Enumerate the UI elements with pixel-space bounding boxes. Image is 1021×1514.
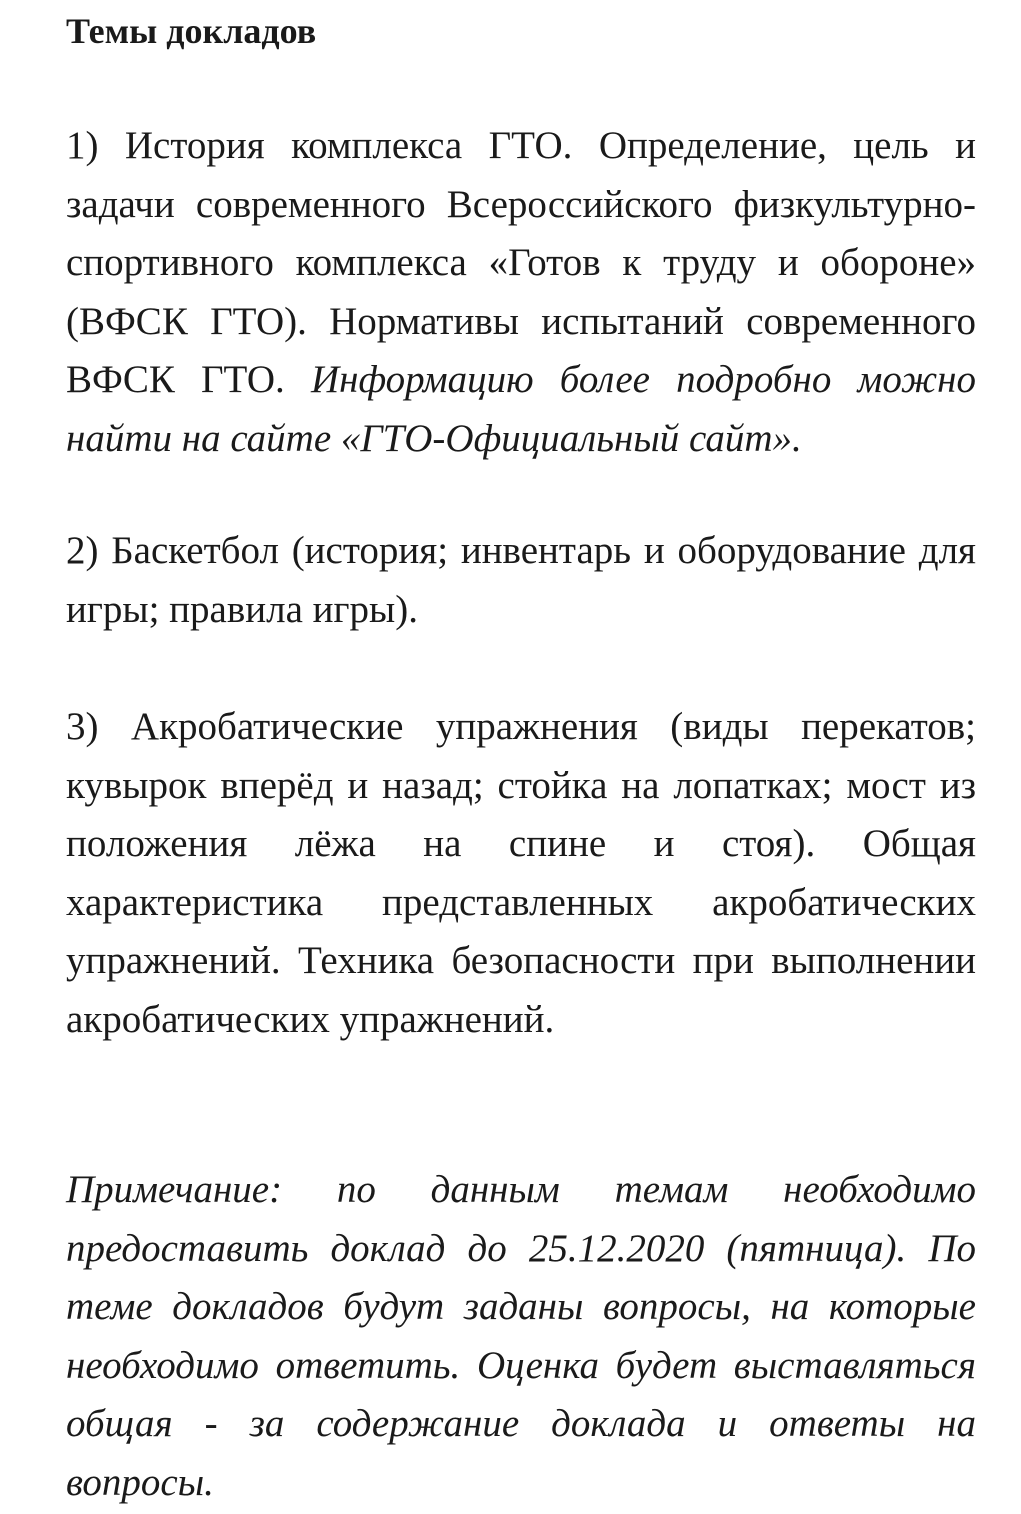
topic-2: 2) Баскетбол (история; инвентарь и оборудование для игры; правила игры). <box>66 529 976 631</box>
note-paragraph: Примечание: по данным темам необходимо предоставить доклад до 25.12.2020 (пятница). По теме докладов будут заданы вопросы, на которые необходимо ответить. Оценка будет выставляться общая - за содержание доклада и ответы на вопросы. <box>66 1168 976 1504</box>
topic-1 <box>66 117 976 468</box>
topic-1-text: 1) История комплекса ГТО. Определение, цель и задачи современного Всероссийского физкультурно-спортивного комплекса «Готов к труду и обороне» (ВФСК ГТО). Нормативы испытаний современного ВФСК ГТО. <box>66 124 976 401</box>
document-title: Темы докладов <box>66 11 317 51</box>
topic-3: 3) Акробатические упражнения (виды перекатов; кувырок вперёд и назад; стойка на лопатках; мост из положения лёжа на спине и стоя). Общая характеристика представленных акробатических упражнений. Техника безопасности при выполнении акробатических упражнений. <box>66 705 976 1041</box>
topic-1-italic-note: Информацию более подробно можно найти на сайте «ГТО-Официальный сайт». <box>66 358 977 460</box>
